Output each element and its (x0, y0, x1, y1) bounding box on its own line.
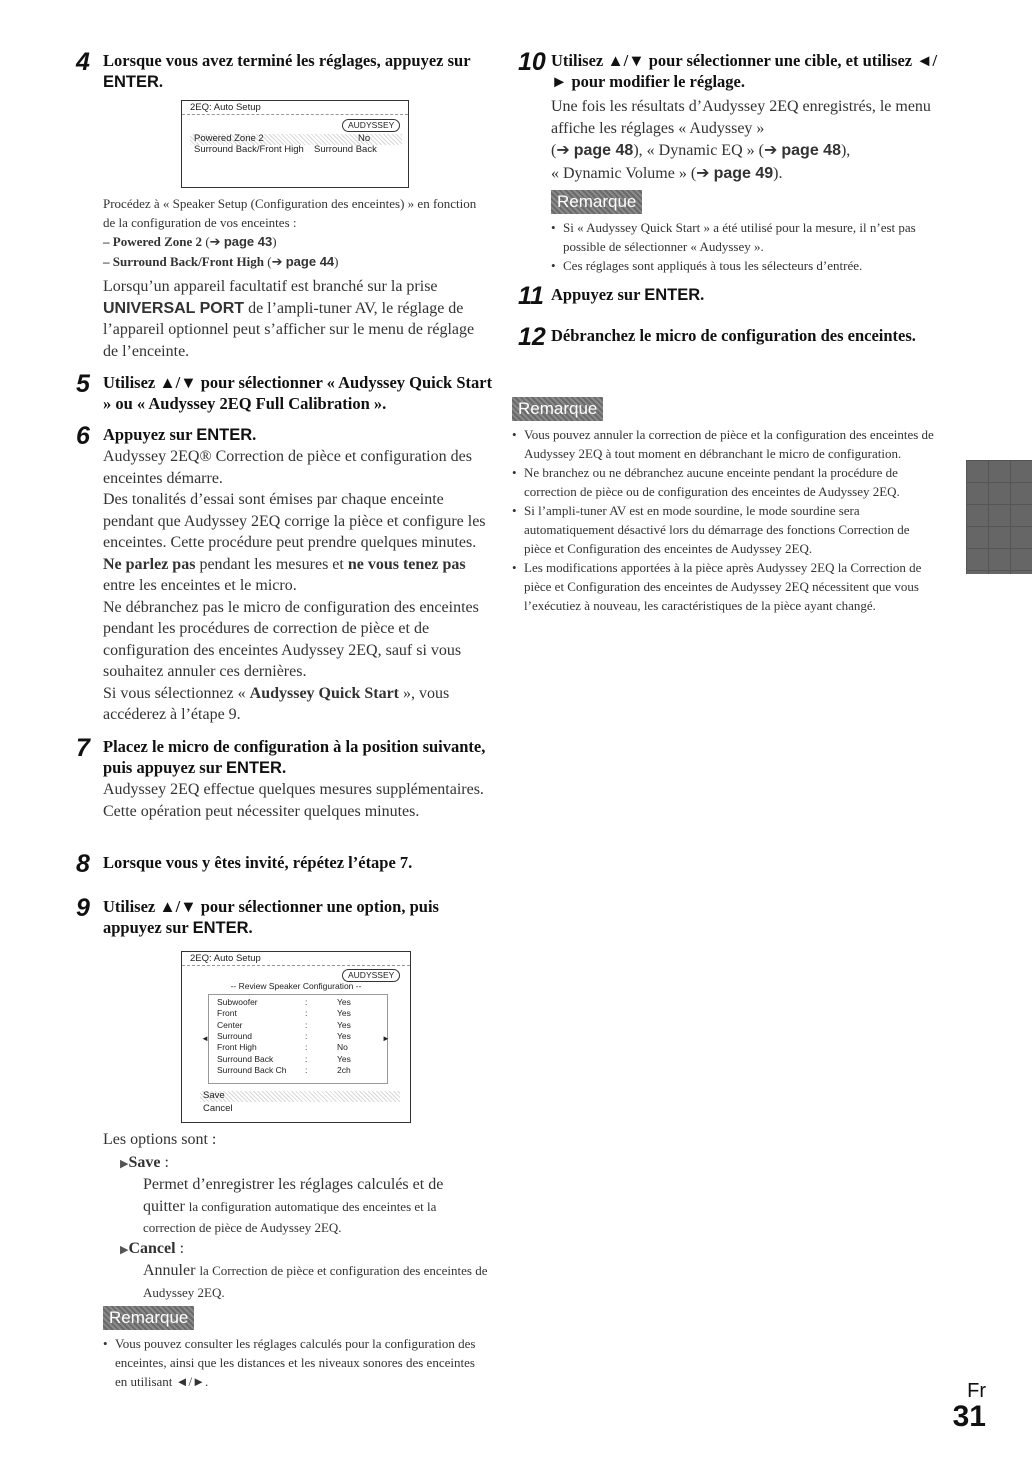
speaker-label: Center (217, 1019, 243, 1030)
separator: : (305, 1053, 308, 1064)
step-4-title: Lorsque vous avez terminé les réglages, appuyez sur ENTER. (103, 51, 471, 91)
scroll-right-arrow-icon[interactable]: ► (382, 1034, 390, 1043)
cancel-option[interactable]: Cancel (203, 1103, 233, 1114)
remarque-notes-1 (103, 1334, 483, 1391)
speaker-config-row (217, 1054, 382, 1065)
triangle-bullet-icon: ▶ (120, 1244, 129, 1256)
page-ref-49[interactable]: page 49 (713, 164, 774, 182)
note-item: • Vous pouvez consulter les réglages calculés pour la configuration des enceintes, ainsi que les distances et les niveaux sonores des enceintes en utilisant ◄/►. (103, 1334, 483, 1391)
scroll-left-arrow-icon[interactable]: ◄ (201, 1034, 209, 1043)
note-item: • Ces réglages sont appliqués à tous les sélecteurs d’entrée. (551, 256, 941, 275)
step-4-universal-port-note: Lorsqu’un appareil facultatif est branché sur la prise UNIVERSAL PORT de l’ampli-tuner AV, le réglage de l’appareil optionnel peut s’afficher sur le menu de réglage de l’enceinte. (103, 278, 475, 360)
option-cancel-desc: Annuler la Correction de pièce et configuration des enceintes de Audyssey 2EQ. (143, 1262, 488, 1300)
remarque-notes-3 (512, 425, 937, 615)
note-item: • Les modifications apportées à la pièce après Audyssey 2EQ la Correction de pièce et Configuration des enceintes de Audyssey 2EQ nécessitent que vous l’exécutiez à nouveau, les caractéristiques de la pièce ayant changé. (512, 558, 937, 615)
speaker-config-row (217, 1008, 382, 1019)
section-side-tab (966, 460, 1032, 574)
step-6-title: Appuyez sur ENTER. (103, 425, 257, 444)
note-item: • Vous pouvez annuler la correction de pièce et la configuration des enceintes de Audyssey 2EQ à tout moment en débranchant le micro de configuration. (512, 425, 937, 463)
note-item: • Si l’ampli-tuner AV est en mode sourdine, le mode sourdine sera automatiquement désactivé lors du démarrage des fonctions Correction de pièce et Configuration des enceintes de Audyssey 2EQ. (512, 501, 937, 558)
powered-zone-row[interactable]: Powered Zone 2 No (190, 134, 402, 145)
audyssey-badge: AUDYSSEY (342, 119, 400, 132)
speaker-value: Yes (337, 997, 351, 1007)
speaker-config-row (217, 1020, 382, 1031)
speaker-label: Surround Back (217, 1053, 274, 1064)
step-7-number: 7 (76, 734, 90, 762)
step-7-title: Placez le micro de configuration à la position suivante, puis appuyez sur ENTER. (103, 737, 486, 777)
screen-title: 2EQ: Auto Setup (190, 953, 261, 964)
remarque-heading-3: Remarque (512, 397, 603, 421)
speaker-config-row (217, 1065, 382, 1076)
speaker-label: Subwoofer (217, 997, 258, 1007)
surround-back-front-high-row[interactable]: Surround Back/Front High Surround Back (194, 144, 377, 155)
speaker-label: Surround Back Ch (217, 1064, 287, 1075)
page-ref-43[interactable]: page 43 (223, 234, 273, 249)
step-10-number: 10 (518, 48, 546, 76)
option-cancel-label: ▶Cancel : (120, 1240, 185, 1257)
step-9-title: Utilisez ▲/▼ pour sélectionner une option, puis appuyez sur ENTER. (103, 897, 439, 937)
audyssey-badge: AUDYSSEY (342, 969, 400, 982)
speaker-value: No (337, 1042, 348, 1053)
remarque-heading-2: Remarque (551, 190, 642, 214)
step-9-number: 9 (76, 894, 90, 922)
separator: : (305, 997, 308, 1007)
step-6-number: 6 (76, 422, 90, 450)
separator: : (305, 1042, 308, 1053)
speaker-value: Yes (337, 1019, 351, 1030)
speaker-value: Yes (337, 1053, 351, 1064)
step-5-title: Utilisez ▲/▼ pour sélectionner « Audyssey Quick Start » ou « Audyssey 2EQ Full Calibration ». (103, 373, 493, 413)
speaker-value: Yes (337, 1008, 351, 1019)
language-label: Fr (967, 1380, 986, 1402)
step-12-title: Débranchez le micro de configuration des enceintes. (551, 326, 916, 345)
speaker-config-row (217, 1042, 382, 1053)
remarque-heading-1: Remarque (103, 1306, 194, 1330)
step-11-number: 11 (518, 282, 544, 310)
step-5-number: 5 (76, 370, 90, 398)
page-ref-48-a[interactable]: page 48 (573, 142, 634, 159)
speaker-value: 2ch (337, 1064, 351, 1075)
separator: : (305, 1019, 308, 1030)
note-item: • Ne branchez ou ne débranchez aucune enceinte pendant la procédure de correction de pièce ou de configuration des enceintes de Audyssey 2EQ. (512, 463, 937, 501)
separator: : (305, 1064, 308, 1075)
step-10-body: Une fois les résultats d’Audyssey 2EQ enregistrés, le menu affiche les réglages « Audyssey » (➔ page 48), « Dynamic EQ » (➔ page 48), « Dynamic Volume » (➔ page 49). (551, 98, 931, 182)
step-8-number: 8 (76, 850, 90, 878)
separator: : (305, 1008, 308, 1019)
step-8-title: Lorsque vous y êtes invité, répétez l’étape 7. (103, 853, 413, 872)
step-11-title: Appuyez sur ENTER. (551, 285, 705, 304)
step-7-body: Audyssey 2EQ effectue quelques mesures supplémentaires. Cette opération peut nécessiter quelques minutes. (103, 781, 484, 820)
review-subtitle: -- Review Speaker Configuration -- (230, 981, 362, 991)
speaker-config-row (217, 1031, 382, 1042)
options-intro: Les options sont : (103, 1131, 217, 1148)
triangle-bullet-icon: ▶ (120, 1158, 129, 1170)
speaker-label: Front High (217, 1042, 257, 1053)
step-4-instructions: Procédez à « Speaker Setup (Configuration des enceintes) » en fonction de la configuration de vos enceintes : – Powered Zone 2 (➔ page 43) – Surround Back/Front High (➔ page 44) (103, 196, 477, 270)
step-4-number: 4 (76, 48, 90, 76)
auto-setup-screen-1 (181, 100, 409, 188)
step-10-title: Utilisez ▲/▼ pour sélectionner une cible, et utilisez ◄/► pour modifier le réglage. (551, 51, 938, 91)
speaker-config-row (217, 997, 382, 1008)
speaker-label: Front (217, 1008, 237, 1019)
speaker-value: Yes (337, 1030, 351, 1041)
save-option[interactable]: Save (200, 1091, 400, 1102)
speaker-label: Surround (217, 1030, 252, 1041)
note-item: • Si « Audyssey Quick Start » a été utilisé pour la mesure, il n’est pas possible de sélectionner « Audyssey ». (551, 218, 941, 256)
page-ref-44[interactable]: page 44 (285, 254, 335, 269)
step-6-body: Audyssey 2EQ® Correction de pièce et configuration des enceintes démarre. Des tonalités d’essai sont émises par chaque enceinte pendant que Audyssey 2EQ corrige la pièce et configure les enceintes. Cette procédure peut prendre quelques minutes. Ne parlez pas pendant les mesures et ne vous tenez pas entre les enceintes et le micro. Ne débranchez pas le micro de configuration des enceintes pendant les procédures de correction de pièce et de configuration des enceintes Audyssey 2EQ, sauf si vous souhaitez annuler ces dernières. Si vous sélectionnez « Audyssey Quick Start », vous accéderez à l’étape 9. (103, 448, 486, 723)
speaker-config-list (208, 994, 388, 1084)
page-ref-48-b[interactable]: page 48 (781, 142, 841, 159)
separator: : (305, 1030, 308, 1041)
page-number: 31 (952, 1400, 986, 1433)
remarque-notes-2 (551, 218, 941, 275)
step-12-number: 12 (518, 323, 546, 351)
screen-title: 2EQ: Auto Setup (190, 102, 261, 113)
option-save-desc: Permet d’enregistrer les réglages calculés et de quitter la configuration automatique des enceintes et la correction de pièce de Audyssey 2EQ. (143, 1176, 444, 1235)
option-save-label: ▶Save : (120, 1154, 169, 1171)
review-speaker-config-screen (181, 951, 411, 1123)
